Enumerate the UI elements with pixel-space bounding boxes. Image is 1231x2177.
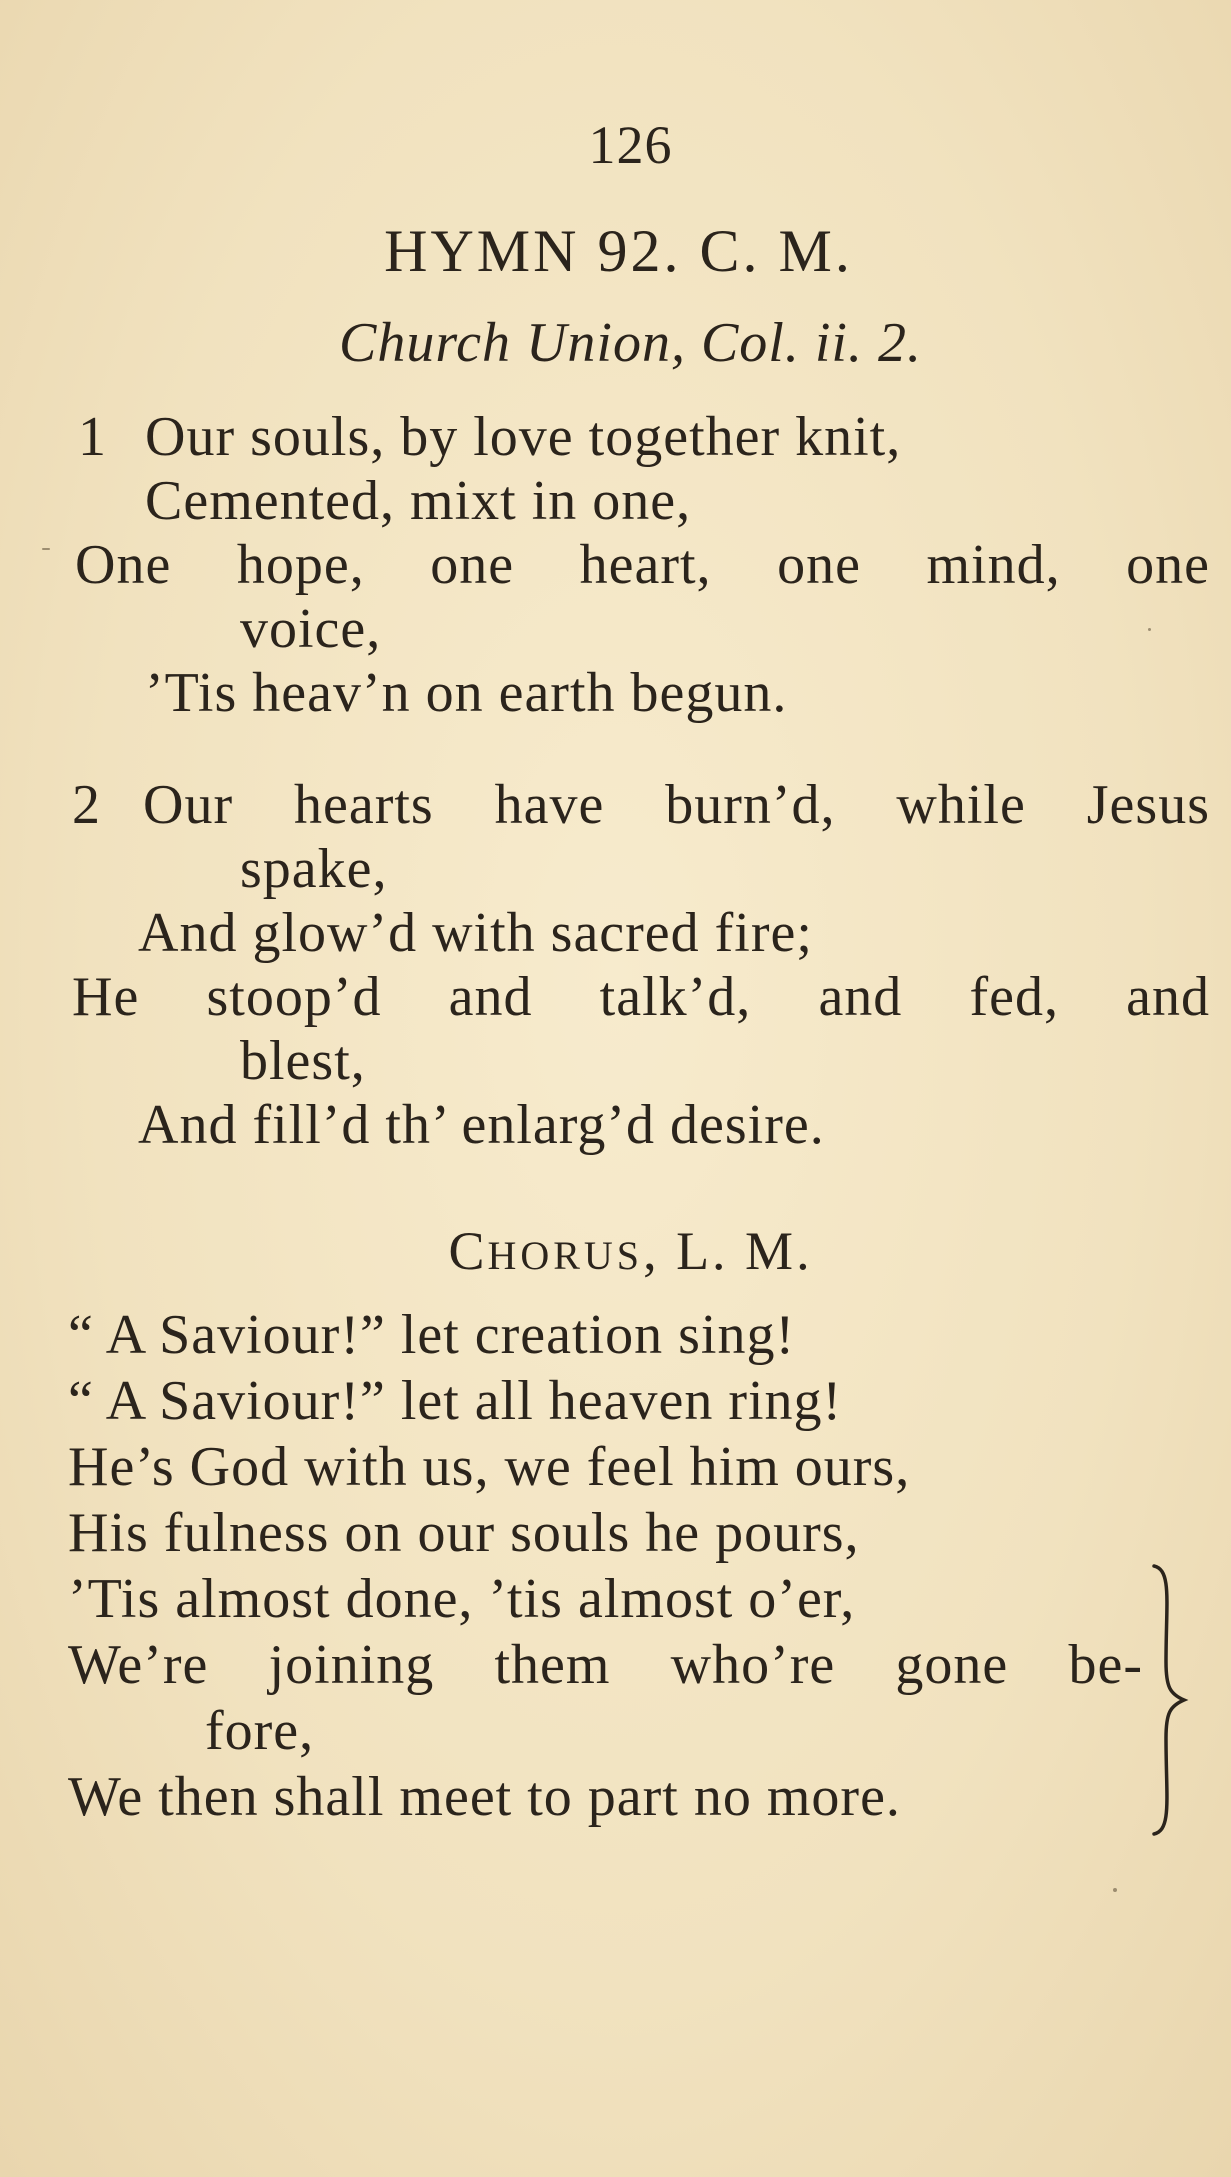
chorus-line: “ A Saviour!” let all heaven ring! (68, 1370, 843, 1432)
verse-line: Cemented, mixt in one, (145, 470, 692, 532)
hymn-title: HYMN 92. C. M. (384, 218, 853, 284)
chorus-line: ’Tis almost done, ’tis almost o’er, (68, 1568, 856, 1630)
chorus-line: He’s God with us, we feel him ours, (68, 1436, 911, 1498)
chorus-line: fore, (205, 1700, 315, 1762)
verse-line: He stoop’d and talk’d, and fed, and (72, 966, 1210, 1028)
print-speck (1113, 1888, 1117, 1892)
verse-line: Our souls, by love together knit, (145, 406, 902, 468)
chorus-line: We’re joining them who’re gone be- (68, 1634, 1143, 1696)
verse-line: voice, (240, 598, 382, 660)
page-number: 126 (588, 115, 673, 175)
chorus-heading-meter: , L. M. (643, 1221, 813, 1281)
chorus-brace (1150, 1562, 1190, 1838)
chorus-heading (0, 1218, 1231, 1289)
chorus-heading-smallcaps: HORUS (487, 1233, 644, 1278)
verse-line: Our hearts have burn’d, while Jesus (143, 774, 1210, 836)
verse-line: blest, (240, 1030, 366, 1092)
print-speck (42, 548, 50, 550)
chorus-line: We then shall meet to part no more. (68, 1766, 901, 1828)
chorus-line: “ A Saviour!” let creation sing! (68, 1304, 796, 1366)
verse-line: spake, (240, 838, 388, 900)
verse-number: 1 (78, 406, 106, 468)
verse-line: And glow’d with sacred fire; (138, 902, 813, 964)
chorus-heading-initial: C (448, 1221, 488, 1281)
verse-number: 2 (72, 774, 100, 836)
verse-line: One hope, one heart, one mind, one (75, 534, 1210, 596)
verse-line: ’Tis heav’n on earth begun. (145, 662, 788, 724)
hymn-subtitle: Church Union, Col. ii. 2. (339, 312, 922, 374)
print-speck (1148, 628, 1151, 631)
verse-line: And fill’d th’ enlarg’d desire. (138, 1094, 825, 1156)
chorus-line: His fulness on our souls he pours, (68, 1502, 860, 1564)
